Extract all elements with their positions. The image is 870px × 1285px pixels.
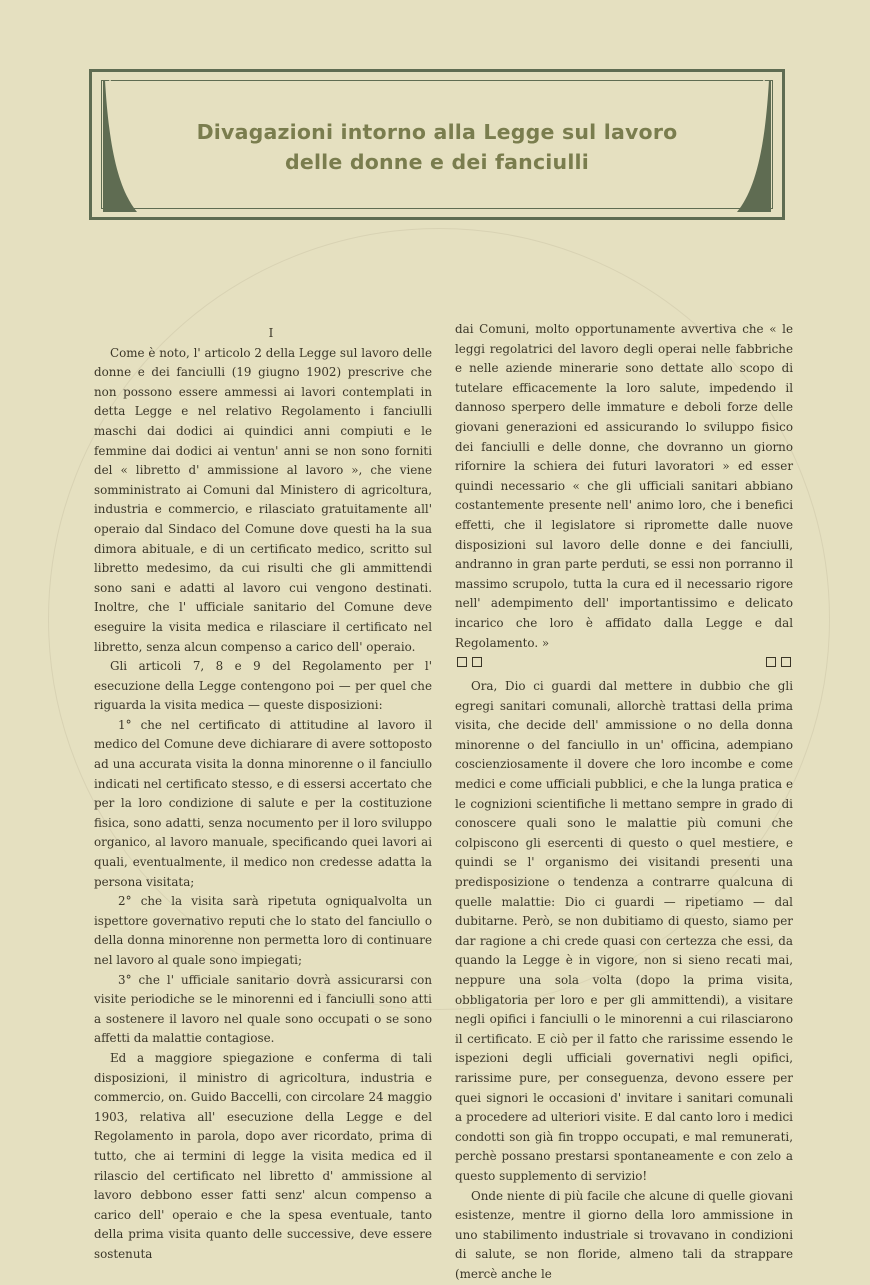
paragraph: Ed a maggiore spiegazione e conferma di tali disposizioni, il ministro di agricoltura, industria e commercio, on. Guido Baccelli, con circolare 24 maggio 1903, relativa all' esecuzione della Legge e del Regolamento in parola, dopo aver ricordato, prima di tutto, che ai termini di legge la visita medica ed il rilascio del certificato nel libretto d' ammissione al lavoro debbono esser fatti senz' alcun compenso a carico dell' operaio e che la spesa eventuale, tanto della prima visita quanto delle successive, deve essere sostenuta <box>94 1050 432 1261</box>
page-title <box>92 117 782 177</box>
paragraph: Ora, Dio ci guardi dal mettere in dubbio che gli egregi sanitari comunali, allorchè trattasi della prima visita, che decide dell' ammissione o no della donna minorenne o del fanciullo in un' officina, adempiano coscienziosamente il dovere che loro incombe e come medici e come ufficiali pubblici, e che la lunga pratica e le cognizioni scientifiche li mettano sempre in grado di conoscere quali sono le malattie più comuni che colpiscono gli esercenti di questo o quel mestiere, e quindi se l' organismo dei visitandi presenti una predisposizione o tendenza a contrarre qualcuna di quelle malattie: Dio ci guardi — ripetiamo — dal dubitarne. Però, se non dubitiamo di questo, siamo per dar ragione a chi crede quasi con certezza che essi, da quando la Legge è in vigore, non si sieno recati mai, neppure una sola volta (dopo la prima visita, obbligatoria per loro e per gli ammittendi), a visitare negli opifici i fanciulli o le minorenni a cui rilasciarono il certificato. E ciò per il fatto che rarissime essendo le ispezioni degli ufficiali governativi negli opifici, rarissime pure, per conseguenza, devono essere per quei signori le occasioni d' invitare i sanitari comunali a procedere ad ulteriori visite. E dal canto loro i medici condotti son già fin troppo occupati, e mal remunerati, perchè possano prestarsi spontaneamente e con zelo a questo supplemento di servizio! <box>455 679 793 1183</box>
paragraph: Come è noto, l' articolo 2 della Legge sul lavoro delle donne e dei fanciulli (19 giugno 1902) prescrive che non possono essere ammessi ai lavori contemplati in detta Legge e nel relativo Regolamento i fanciulli maschi dai dodici ai quindici anni compiuti e le femmine dai dodici ai ventun' anni se non sono forniti del « libretto d' ammissione al lavoro », che viene somministrato ai Comuni dal Ministero di agricoltura, industria e commercio, e rilasciato gratuitamente all' operaio dal Sindaco del Comune dove questi ha la sua dimora abituale, e di un certificato medico, scritto sul libretto medesimo, da cui risulti che gli ammittendi sono sani e adatti al lavoro cui vengono destinati. Inoltre, che l' ufficiale sanitario del Comune deve eseguire la visita medica e rilasciare il certificato nel libretto, senza alcun compenso a carico dell' operaio. <box>94 345 432 654</box>
title-frame <box>89 69 785 220</box>
title-line-2: delle donne e dei fanciulli <box>284 150 590 174</box>
square-icon <box>472 657 482 667</box>
right-column <box>455 320 793 1285</box>
list-item: 1° che nel certificato di attitudine al lavoro il medico del Comune deve dichiarare di avere sottoposto ad una accurata visita la donna minorenne o il fanciullo indicati nel certificato stesso, e di essersi accertato che per la loro condizione di salute e per la costituzione fisica, sono adatti, senza nocumento per il loro sviluppo organico, al lavoro manuale, specificando quei lavori ai quali, eventualmente, il medico non credesse adatta la persona visitata; <box>94 717 432 889</box>
divider-squares-right <box>766 657 791 667</box>
paragraph: Onde niente di più facile che alcune di quelle giovani esistenze, mentre il giorno della loro ammissione in uno stabilimento industriale si trovavano in condizioni di salute, se non floride, almeno tali da strappare (mercè anche le <box>455 1188 793 1281</box>
divider-squares-left <box>457 657 482 667</box>
paragraph: Gli articoli 7, 8 e 9 del Regolamento per l' esecuzione della Legge contengono poi — per quel che riguarda la visita medica — queste disposizioni: <box>94 659 432 713</box>
section-number: I <box>268 326 274 340</box>
section-divider <box>455 657 793 667</box>
paragraph: dai Comuni, molto opportunamente avvertiva che « le leggi regolatrici del lavoro degli operai nelle fabbriche e nelle aziende minerarie sono dettate allo scopo di tutelare efficacemente la loro salute, impedendo il dannoso sperpero delle immature e deboli forze delle giovani generazioni ed assicurando lo sviluppo fisico dei fanciulli e delle donne, che dovranno un giorno rifornire la schiera dei futuri lavoratori » ed esser quindi necessario « che gli ufficiali sanitari abbiano costantemente presente nell' animo loro, che i benefici effetti, che il legislatore si ripromette dalle nuove disposizioni sul lavoro delle donne e dei fanciulli, andranno in gran parte perduti, se essi non porranno il massimo scrupolo, tutta la cura ed il necessario rigore nell' adempimento dell' importantissimo e delicato incarico che loro è affidato dalla Legge e dal Regolamento. » <box>455 322 793 650</box>
title-line-1: Divagazioni intorno alla Legge sul lavoro <box>196 120 678 144</box>
list-item: 2° che la visita sarà ripetuta ogniqualvolta un ispettore governativo reputi che lo stato del fanciullo o della donna minorenne non permetta loro di continuare nel lavoro al quale sono impiegati; <box>94 894 432 967</box>
list-item: 3° che l' ufficiale sanitario dovrà assicurarsi con visite periodiche se le minorenni ed i fanciulli sono atti a sostenere il lavoro nel quale sono occupati o se sono affetti da malattie contagiose. <box>94 972 432 1046</box>
square-icon <box>781 657 791 667</box>
left-column <box>94 324 432 1265</box>
square-icon <box>766 657 776 667</box>
square-icon <box>457 657 467 667</box>
